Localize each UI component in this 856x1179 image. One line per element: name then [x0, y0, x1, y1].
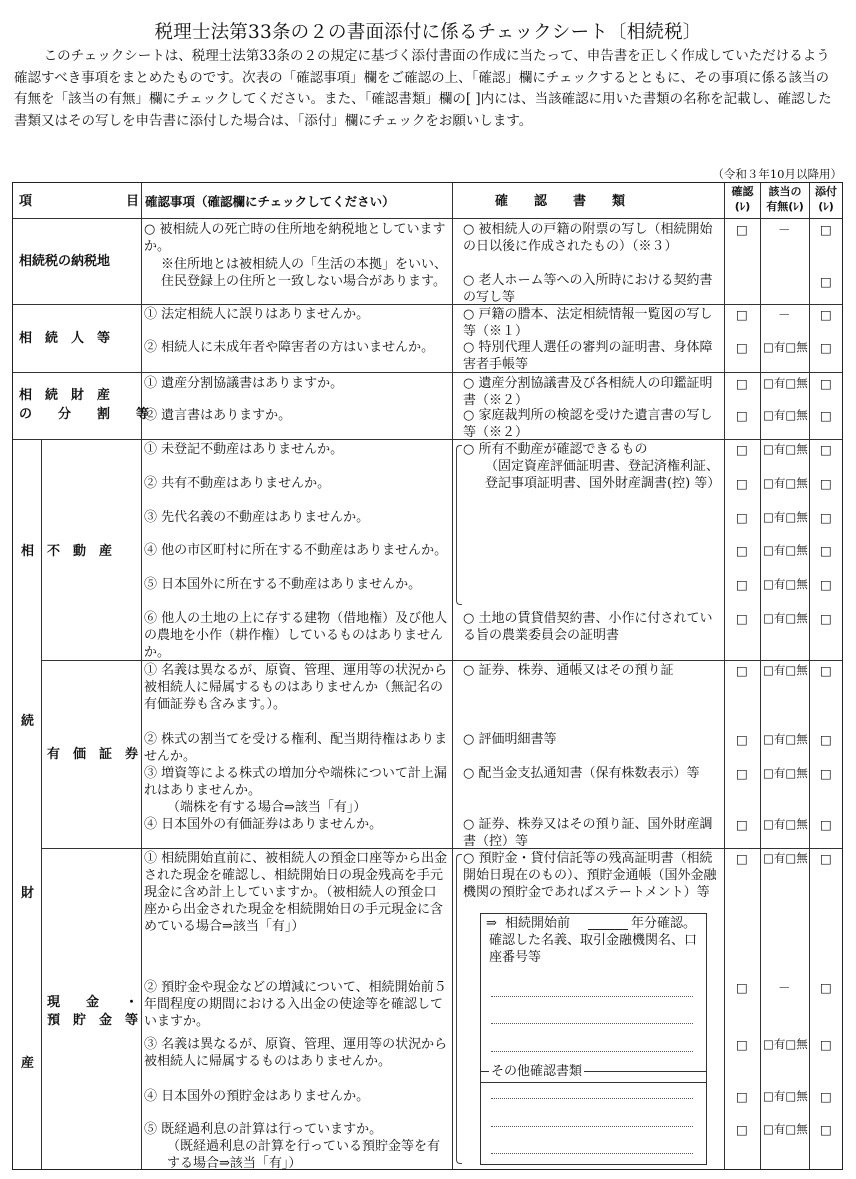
- attach-checkbox[interactable]: □: [820, 766, 832, 781]
- item-nozei-note: ※住所地とは被相続人の「生活の本拠」をいい、住民登録上の住所と一致しない場合があります。: [161, 257, 448, 289]
- header-item-a: 項: [19, 194, 33, 209]
- header-docs: 確 認 書 類: [495, 194, 626, 209]
- confirm-checkbox[interactable]: □: [736, 543, 748, 558]
- item-yuka-3-note: （端株を有する場合⇒該当「有」）: [167, 800, 367, 815]
- bracket: [456, 445, 462, 605]
- attach-checkbox[interactable]: □: [820, 577, 832, 592]
- doc-fudosan-1-sub: （固定資産評価証明書、登記済権利証、登記事項証明書、国外財産調書(控) 等）: [485, 459, 721, 491]
- confirm-checkbox[interactable]: □: [736, 307, 748, 322]
- doc-yuka-3: ○ 配当金支払通知書（保有株数表示）等: [463, 766, 700, 781]
- header-attach: 添付 (ﾚ): [815, 185, 837, 213]
- section-split-1: 相 続 財 産: [19, 388, 111, 403]
- doc-fudosan-6: ○ 土地の賃貸借契約書、小作に付されている旨の農業委員会の証明書: [463, 611, 713, 643]
- item-yuka-2: ② 株式の割当てを受ける権利、配当期待権はありませんか。: [144, 732, 448, 764]
- attach-checkbox[interactable]: □: [820, 543, 832, 558]
- item-split-1: ① 遺産分割協議書はありますか。: [144, 376, 344, 391]
- section-split-2: の 分 割 等: [19, 407, 150, 422]
- doc-heirs-2: ○ 特別代理人選任の審判の証明書、身体障害者手帳等: [463, 340, 713, 372]
- attach-checkbox[interactable]: □: [820, 274, 832, 289]
- other-docs-box: [480, 1071, 707, 1165]
- applicable-yes-no[interactable]: □有□無: [763, 442, 808, 456]
- applicable-yes-no[interactable]: □有□無: [763, 1037, 808, 1051]
- row-line: [41, 848, 842, 849]
- applicable-yes-no[interactable]: □有□無: [763, 510, 808, 524]
- item-fudosan-6: ⑥ 他人の土地の上に存する建物（借地権）及び他人の農地を小作（耕作権）しているものはありませんか。: [144, 611, 448, 660]
- section-nozei: 相続税の納税地: [19, 254, 111, 269]
- confirm-checkbox[interactable]: □: [736, 442, 748, 457]
- section-zaisan-4: 産: [21, 1056, 35, 1071]
- section-yuka: 有 価 証 券: [47, 747, 139, 762]
- applicable-yes-no[interactable]: □有□無: [763, 663, 808, 677]
- item-yuka-1: ① 名義は異なるが、原資、管理、運用等の状況から被相続人に帰属するものはありませんか（無記名の有価証券も含みます。）。: [144, 663, 448, 712]
- item-genkin-5: ⑤ 既経過利息の計算は行っていますか。: [144, 1122, 383, 1137]
- item-genkin-3: ③ 名義は異なるが、原資、管理、運用等の状況から被相続人に帰属するものはありませんか。: [144, 1037, 448, 1069]
- attach-checkbox[interactable]: □: [820, 307, 832, 322]
- section-zaisan-2: 続: [21, 714, 35, 729]
- row-line: [13, 218, 842, 219]
- header-applicable: 該当の 有無(ﾚ): [766, 185, 804, 213]
- confirm-checkbox[interactable]: □: [736, 408, 748, 423]
- gt-mark: ⇒: [486, 916, 497, 931]
- entry-line[interactable]: [491, 1023, 693, 1024]
- page-title: 税理士法第33条の２の書面添付に係るチェックシート〔相続税〕: [154, 22, 702, 43]
- header-check-items: 確認事項（確認欄にチェックしてください）: [145, 194, 395, 209]
- applicable-dash[interactable]: －: [778, 222, 791, 237]
- confirm-years-label-b: 年分確認。: [631, 916, 697, 931]
- attach-checkbox[interactable]: □: [820, 476, 832, 491]
- section-heirs: 相 続 人 等: [19, 331, 111, 346]
- item-genkin-2: ② 預貯金や現金などの増減について、相続開始前５年間程度の期間における入出金の使途等を確認していますか。: [144, 980, 447, 1029]
- confirm-checkbox[interactable]: □: [736, 851, 748, 866]
- item-heirs-2: ② 相続人に未成年者や障害者の方はいませんか。: [144, 340, 435, 355]
- applicable-yes-no[interactable]: □有□無: [763, 817, 808, 831]
- confirm-checkbox[interactable]: □: [736, 663, 748, 678]
- attach-checkbox[interactable]: □: [820, 611, 832, 626]
- confirm-checkbox[interactable]: □: [736, 476, 748, 491]
- confirm-accounts-label: 確認した名義、取引金融機関名、口座番号等: [489, 933, 698, 965]
- doc-yuka-2: ○ 評価明細書等: [463, 732, 557, 747]
- confirm-checkbox[interactable]: □: [736, 510, 748, 525]
- item-fudosan-5: ⑤ 日本国外に所在する不動産はありませんか。: [144, 577, 422, 592]
- attach-checkbox[interactable]: □: [820, 732, 832, 747]
- col-line: [452, 183, 453, 1169]
- attach-checkbox[interactable]: □: [820, 222, 832, 237]
- version-note: （令和３年10月以降用）: [712, 167, 842, 181]
- doc-nozei-1: ○ 被相続人の戸籍の附票の写し（相続開始の日以後に作成されたもの）（※３）: [463, 222, 713, 254]
- applicable-yes-no[interactable]: □有□無: [763, 766, 808, 780]
- item-split-2: ② 遺言書はありますか。: [144, 408, 292, 423]
- section-genkin-2: 預 貯 金 等: [47, 1013, 139, 1028]
- confirm-checkbox[interactable]: □: [736, 980, 748, 995]
- doc-genkin-1: ○ 預貯金・貸付信託等の残高証明書（相続開始日現在のもの）、預貯金通帳（国外金融機関の預貯金であればステートメント）等: [463, 851, 717, 900]
- doc-yuka-4: ○ 証券、株券又はその預り証、国外財産調書（控）等: [463, 817, 713, 849]
- confirm-checkbox[interactable]: □: [736, 732, 748, 747]
- item-fudosan-2: ② 共有不動産はありませんか。: [144, 476, 331, 491]
- confirm-checkbox[interactable]: □: [736, 611, 748, 626]
- attach-checkbox[interactable]: □: [820, 442, 832, 457]
- doc-heirs-1: ○ 戸籍の謄本、法定相続情報一覧図の写し等（※１）: [463, 307, 713, 339]
- confirm-checkbox[interactable]: □: [736, 376, 748, 391]
- item-fudosan-4: ④ 他の市区町村に所在する不動産はありませんか。: [144, 543, 448, 558]
- entry-line[interactable]: [491, 1051, 693, 1052]
- applicable-dash[interactable]: －: [778, 307, 791, 322]
- attach-checkbox[interactable]: □: [820, 376, 832, 391]
- confirm-checkbox[interactable]: □: [736, 340, 748, 355]
- applicable-yes-no[interactable]: □有□無: [763, 611, 808, 625]
- doc-split-1: ○ 遺産分割協議書及び各相続人の印鑑証明書（※２）: [463, 376, 713, 408]
- col-line: [41, 439, 42, 1169]
- attach-checkbox[interactable]: □: [820, 663, 832, 678]
- other-docs-label: その他確認書類: [491, 1064, 583, 1079]
- attach-checkbox[interactable]: □: [820, 340, 832, 355]
- col-line: [760, 183, 761, 1169]
- item-fudosan-1: ① 未登記不動産はありませんか。: [144, 442, 344, 457]
- applicable-yes-no[interactable]: □有□無: [763, 543, 808, 557]
- item-genkin-4: ④ 日本国外の預貯金はありませんか。: [144, 1089, 370, 1104]
- checklist-table: [12, 182, 843, 1170]
- applicable-yes-no[interactable]: □有□無: [763, 476, 808, 490]
- confirm-checkbox[interactable]: □: [736, 1122, 748, 1137]
- col-line: [809, 183, 810, 1169]
- attach-checkbox[interactable]: □: [820, 851, 832, 866]
- item-heirs-1: ① 法定相続人に誤りはありませんか。: [144, 307, 370, 322]
- item-genkin-5-note: （既経過利息の計算を行っている預貯金等を有する場合⇒該当「有」）: [167, 1139, 441, 1171]
- header-confirm: 確認 (ﾚ): [731, 185, 754, 213]
- doc-yuka-1: ○ 証券、株券、通帳又はその預り証: [463, 663, 674, 678]
- applicable-dash[interactable]: －: [778, 980, 791, 995]
- col-line: [724, 183, 725, 1169]
- attach-checkbox[interactable]: □: [820, 408, 832, 423]
- item-yuka-3: ③ 増資等による株式の増加分や端株について計上漏れはありませんか。: [144, 766, 447, 798]
- applicable-yes-no[interactable]: □有□無: [763, 408, 808, 422]
- attach-checkbox[interactable]: □: [820, 1122, 832, 1137]
- applicable-yes-no[interactable]: □有□無: [763, 732, 808, 746]
- attach-checkbox[interactable]: □: [820, 817, 832, 832]
- section-zaisan-1: 相: [21, 544, 35, 559]
- item-yuka-4: ④ 日本国外の有価証券はありませんか。: [144, 817, 383, 832]
- years-input[interactable]: [588, 929, 628, 930]
- doc-fudosan-1: ○ 所有不動産が確認できるもの: [463, 442, 648, 457]
- bracket: [456, 854, 462, 1164]
- intro-paragraph: このチェックシートは、税理士法第33条の２の規定に基づく添付書面の作成に当たって、申告書を正しく作成していただけるよう確認すべき事項をまとめたものです。次表の「確認事項」欄をご確認の上、「確認」欄にチェックするとともに、その事項に係る該当の有無を「該当の有無」欄にチェックしてください。また、「確認書類」欄の[ ]内には、当該確認に用いた書類の名称を記載し、確認した書類又はその写しを申告書に添付した場合は、「添付」欄にチェックをお願いします。: [14, 48, 832, 129]
- confirm-checkbox[interactable]: □: [736, 1089, 748, 1104]
- attach-checkbox[interactable]: □: [820, 1037, 832, 1052]
- confirm-checkbox[interactable]: □: [736, 577, 748, 592]
- confirm-years-label-a: 相続開始前: [505, 916, 571, 931]
- confirm-checkbox[interactable]: □: [736, 766, 748, 781]
- doc-split-2: ○ 家庭裁判所の検認を受けた遺言書の写し等（※２）: [463, 408, 713, 440]
- section-fudosan: 不 動 産: [47, 544, 113, 559]
- confirm-checkbox[interactable]: □: [736, 1037, 748, 1052]
- entry-line[interactable]: [491, 996, 693, 997]
- applicable-yes-no[interactable]: □有□無: [763, 1089, 808, 1103]
- confirm-checkbox[interactable]: □: [736, 817, 748, 832]
- applicable-yes-no[interactable]: □有□無: [763, 1122, 808, 1136]
- attach-checkbox[interactable]: □: [820, 510, 832, 525]
- attach-checkbox[interactable]: □: [820, 980, 832, 995]
- item-genkin-1: ① 相続開始直前に、被相続人の預金口座等から出金された現金を確認し、相続開始日の現金残高を手元現金に含め計上していますか。（被相続人の預金口座から出金された現金を相続開始日の手元現金に含めている場合⇒該当「有」）: [144, 851, 448, 934]
- applicable-yes-no[interactable]: □有□無: [763, 851, 808, 865]
- applicable-yes-no[interactable]: □有□無: [763, 376, 808, 390]
- entry-line[interactable]: [491, 1153, 693, 1154]
- attach-checkbox[interactable]: □: [820, 1089, 832, 1104]
- doc-nozei-2: ○ 老人ホーム等への入所時における契約書の写し等: [463, 273, 713, 305]
- section-genkin-1: 現 金 ・: [47, 995, 139, 1010]
- section-zaisan-3: 財: [21, 886, 35, 901]
- applicable-yes-no[interactable]: □有□無: [763, 340, 808, 354]
- item-fudosan-3: ③ 先代名義の不動産はありませんか。: [144, 510, 370, 525]
- applicable-yes-no[interactable]: □有□無: [763, 577, 808, 591]
- col-line: [141, 183, 142, 1169]
- header-item-b: 目: [126, 194, 140, 209]
- item-nozei-1: ○ 被相続人の死亡時の住所地を納税地としていますか。: [144, 222, 446, 254]
- entry-line[interactable]: [491, 1126, 693, 1127]
- entry-line[interactable]: [491, 1098, 693, 1099]
- confirm-checkbox[interactable]: □: [736, 222, 748, 237]
